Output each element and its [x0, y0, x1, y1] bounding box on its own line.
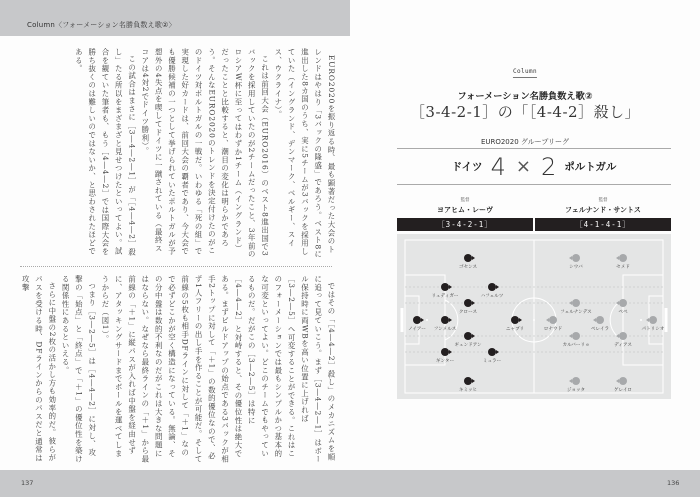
player-name: カルバーリョ	[562, 343, 590, 348]
column-tag: Column	[513, 68, 537, 78]
rule-bottom	[397, 184, 671, 185]
player-dot	[549, 316, 557, 324]
player-dot	[619, 299, 627, 307]
player-name: クロース	[458, 310, 478, 315]
player-dot	[511, 316, 519, 324]
page-number-left: 137	[21, 479, 34, 487]
player-name: シウバ	[569, 265, 583, 270]
competition-label: EURO2020 グループリーグ	[480, 138, 570, 146]
player-dot	[488, 348, 496, 356]
player-dot	[572, 299, 580, 307]
paragraph: つまり［3―2―5］は［4―4―2］に対し、攻撃の「始点」と「終点」で「＋1」の優位性を築ける関係性にあるといえる。	[61, 275, 97, 464]
player-name: ハフェルツ	[480, 294, 504, 299]
player-name: ゴセンス	[458, 265, 478, 270]
player-name: リュディガー	[431, 294, 459, 299]
away-coach	[535, 197, 671, 215]
player-dot	[572, 332, 580, 340]
running-header-label: Column〈フォーメーション名勝負数え歌②〉	[27, 21, 176, 29]
coach-role: 監督	[460, 198, 470, 203]
running-header	[0, 0, 350, 36]
player-name: ノイアー	[408, 327, 426, 332]
player-name: パトリシオ	[641, 327, 665, 332]
home-team: ドイツ	[451, 161, 483, 173]
player-name: セメド	[616, 265, 630, 270]
player-dot	[619, 254, 627, 262]
away-team: ポルトガル	[564, 161, 617, 173]
player-dot	[596, 316, 604, 324]
player-name: ニャブリ	[505, 327, 525, 332]
player-name: フンメルス	[433, 327, 457, 332]
paragraph: この試合はまさに［3―4―2―1］が「［4―4―2］殺し」たる所以をまざまざと見せつけたといってよい。試合を観ていた筆者も、もう［4―4―2］では国際大会を勝ち抜くのは難しいのではないか、と思わされたほどである。	[74, 48, 137, 257]
player-dot	[441, 283, 449, 291]
column-title: ［3-4-2-1］の「［4-4-2］殺し」	[409, 103, 641, 121]
body-text-upper	[18, 48, 338, 260]
paragraph: これは前回大会（EURO2016）のベスト8進出国で3バックを採用していたのが2チームだったこと、3年前のロシアW杯に至ってはわずか1チーム（イングランド）だったことと比較すると、潮目の変化は明らかであろう。そんなEURO2020のトレンドを決定付けたのがこのドイツ対ポルトガルの一戦だ。いわゆる「死の組」で実現した好カードは、前回大会の覇者であり、今大会でも優勝候補の一つとして挙げられていたポルトガルが予想外の4失点を喫してドイツに一蹴されている（最終スコアは4対2でドイツ勝利）。	[140, 48, 270, 259]
player-name: ディアス	[614, 343, 632, 348]
away-formation: ［4-1-4-1］	[535, 218, 671, 231]
player-name: ギンター	[435, 359, 455, 364]
rule-top	[397, 148, 671, 149]
player-name: キミッヒ	[458, 388, 478, 393]
player-name: ジョッタ	[566, 388, 586, 393]
player-name: ペレイラ	[590, 327, 610, 332]
player-name: フェルナンデス	[560, 310, 592, 315]
versus-sign: ×	[515, 156, 531, 177]
coach-name: ヨアヒム・レーヴ	[437, 206, 493, 214]
home-score: 4	[490, 152, 506, 181]
player-dot	[464, 332, 472, 340]
coach-name: フェルナンド・サントス	[565, 206, 641, 214]
player-dot	[464, 254, 472, 262]
player-name: ゲレイロ	[613, 388, 633, 393]
player-dot	[413, 316, 421, 324]
player-dot	[488, 283, 496, 291]
player-name: ギュンドアン	[454, 343, 482, 348]
player-name: ペペ	[618, 310, 628, 315]
player-dot	[572, 254, 580, 262]
player-dot	[619, 332, 627, 340]
coach-role: 監督	[598, 198, 608, 203]
player-dot	[441, 316, 449, 324]
player-dot	[441, 348, 449, 356]
formation-pitch	[397, 234, 671, 399]
player-dot	[572, 377, 580, 385]
player-dot	[464, 299, 472, 307]
player-name: ロナウド	[543, 327, 563, 332]
column-divider	[20, 266, 332, 267]
footer-band	[0, 470, 700, 497]
page-number-right: 136	[667, 479, 680, 487]
body-text-lower	[18, 275, 338, 465]
away-score: 2	[540, 152, 557, 181]
player-dot	[464, 377, 472, 385]
home-coach	[397, 197, 533, 215]
pitch-lines	[397, 234, 671, 399]
column-subtitle: フォーメーション名勝負数え歌②	[457, 91, 593, 102]
home-formation: ［3-4-2-1］	[397, 218, 533, 231]
player-name: ミュラー	[482, 359, 502, 364]
paragraph: ではその「［4―4―2］殺し」のメカニズムを順に追って見ていこう。まず［3―4―2―1］はボール保持時に両WBを高い位置に上げれば［3―2―5］へ可変することができる。これはこのフォーメーションでは最もシンプルかつ基本的な可変といってよい。どこのチームでもやっているものだ。だがこの［3―2―5］は特に［4―4―2］と対峙すると、その優位性は絶大である。まずビルドアップの始点である3バックが相手2トップに対して「＋1」の数的優位なので、必ず1人フリーの出し手を作ることが可能だ。そして前線の5枚も相手DFラインに対して「＋1」なので必ずどこかが空く構造になっている。無論、その分中盤は数的不利なのだがこれは大きな問題にはならない。なぜなら最終ラインの「＋1」から最前線の「＋1」に縦パスが入れば中盤を経由せずに、アタッキングサードまでボールを運べてしまうからだ（図1）。	[100, 275, 336, 464]
player-dot	[649, 316, 657, 324]
paragraph: さらに中盤の2枚の活かし方も効率的だ。彼らがパスを受ける時、DFラインからのパスだと通常は攻撃	[21, 275, 57, 463]
paragraph: EURO2020を振り返る時、最も顕著だった大会のトレンドはやはり「3バックの隆盛」であろう。ベスト8に進出した8カ国のうち、実に5チームが3バックを採用していた（イングランド、デンマーク、ベルギー、スイス、ウクライナ）。	[273, 48, 336, 259]
player-dot	[619, 377, 627, 385]
right-page	[350, 0, 700, 497]
scoreline	[397, 150, 671, 183]
